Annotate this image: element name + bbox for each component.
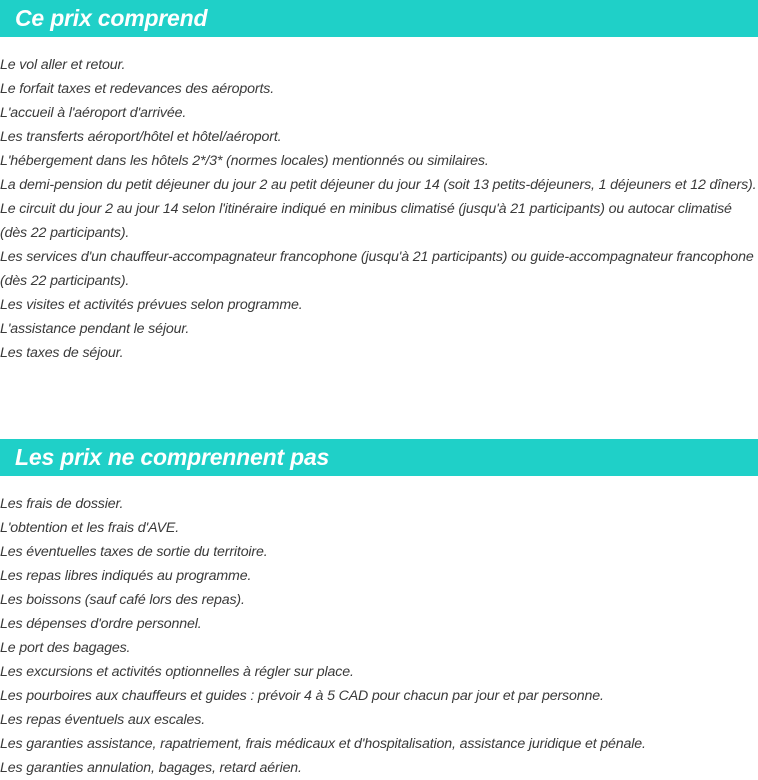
excluded-item: Les pourboires aux chauffeurs et guides : prévoir 4 à 5 CAD pour chacun par jour et par personne. bbox=[0, 688, 604, 704]
excluded-items-list bbox=[0, 476, 758, 780]
section-title-includes: Ce prix comprend bbox=[15, 5, 208, 31]
excluded-item: Le port des bagages. bbox=[0, 640, 131, 656]
excluded-item: Les excursions et activités optionnelles à régler sur place. bbox=[0, 664, 354, 680]
included-item: L'assistance pendant le séjour. bbox=[0, 321, 190, 337]
excluded-item: L'obtention et les frais d'AVE. bbox=[0, 520, 180, 536]
included-item: Les taxes de séjour. bbox=[0, 345, 124, 361]
section-title-excludes: Les prix ne comprennent pas bbox=[15, 444, 330, 470]
included-item: Le forfait taxes et redevances des aéroports. bbox=[0, 81, 275, 97]
section-header-excludes bbox=[0, 439, 758, 476]
excluded-item: Les repas libres indiqués au programme. bbox=[0, 568, 252, 584]
included-items-list bbox=[0, 37, 758, 365]
included-item: L'hébergement dans les hôtels 2*/3* (normes locales) mentionnés ou similaires. bbox=[0, 153, 489, 169]
included-item: Les visites et activités prévues selon programme. bbox=[0, 297, 303, 313]
excluded-item: Les boissons (sauf café lors des repas). bbox=[0, 592, 245, 608]
section-price-excludes bbox=[0, 439, 758, 780]
excluded-item: Les dépenses d'ordre personnel. bbox=[0, 616, 202, 632]
included-item: Le circuit du jour 2 au jour 14 selon l'itinéraire indiqué en minibus climatisé (jusqu'à 21 participants) ou autocar climatisé (dès 22 participants). bbox=[0, 201, 732, 241]
included-item: La demi-pension du petit déjeuner du jour 2 au petit déjeuner du jour 14 (soit 13 petits-déjeuners, 1 déjeuners et 12 dîners). bbox=[0, 177, 757, 193]
included-item: L'accueil à l'aéroport d'arrivée. bbox=[0, 105, 187, 121]
excluded-item: Les repas éventuels aux escales. bbox=[0, 712, 205, 728]
included-item: Les transferts aéroport/hôtel et hôtel/aéroport. bbox=[0, 129, 282, 145]
excluded-item: Les frais de dossier. bbox=[0, 496, 124, 512]
section-header-includes bbox=[0, 0, 758, 37]
excluded-item: Les garanties assistance, rapatriement, frais médicaux et d'hospitalisation, assistance juridique et pénale. bbox=[0, 736, 646, 752]
included-item: Les services d'un chauffeur-accompagnateur francophone (jusqu'à 21 participants) ou guide-accompagnateur francophone (dès 22 participants). bbox=[0, 249, 754, 289]
excluded-item: Les éventuelles taxes de sortie du territoire. bbox=[0, 544, 268, 560]
section-price-includes bbox=[0, 0, 758, 365]
excluded-item: Les garanties annulation, bagages, retard aérien. bbox=[0, 760, 302, 776]
included-item: Le vol aller et retour. bbox=[0, 57, 126, 73]
